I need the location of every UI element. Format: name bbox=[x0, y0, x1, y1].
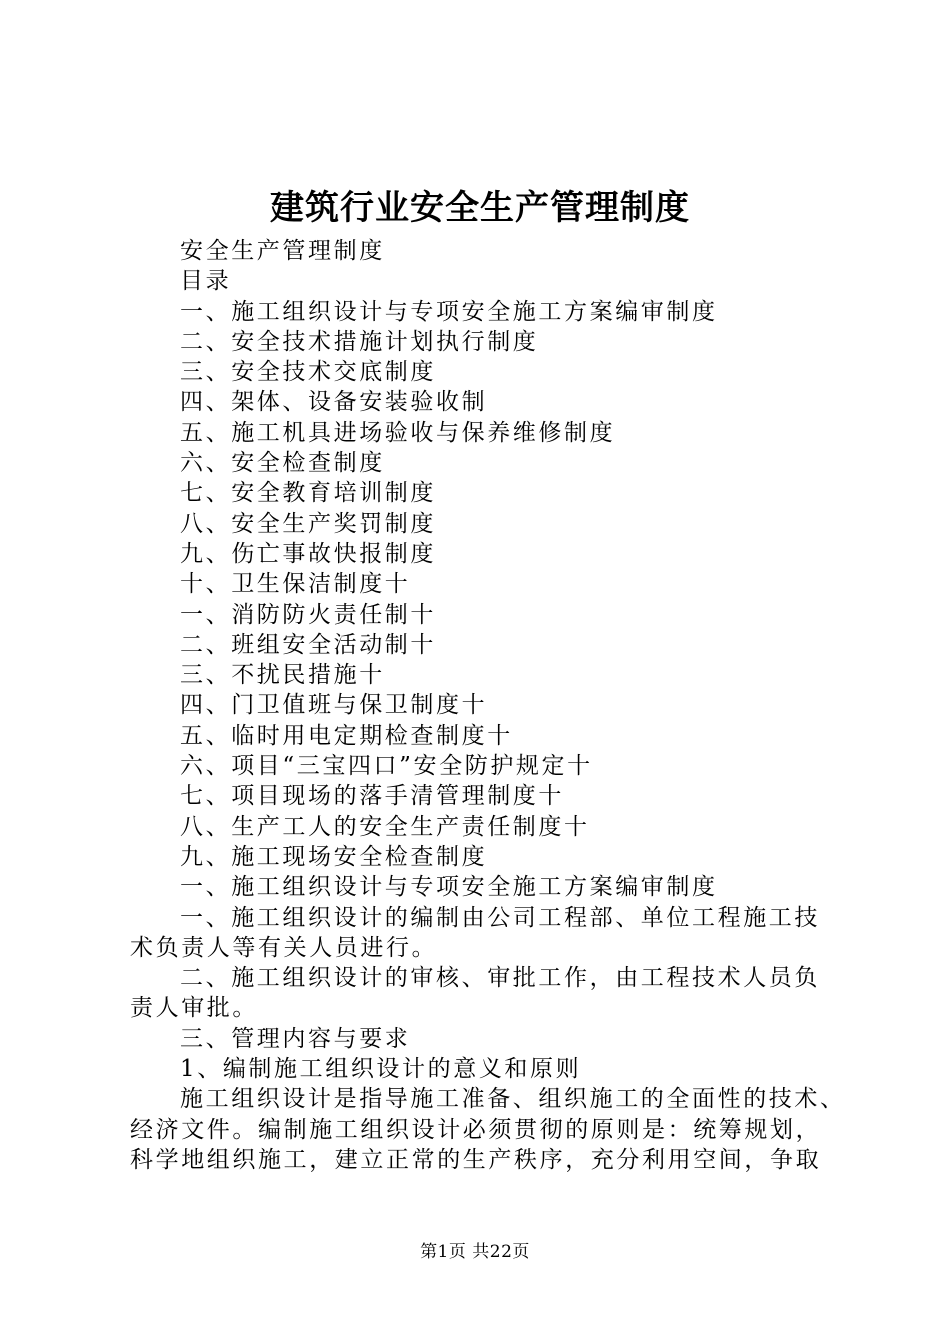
paragraph-line: 一、施工组织设计的编制由公司工程部、单位工程施工技 bbox=[180, 904, 820, 931]
toc-item: 八、生产工人的安全生产责任制度十 bbox=[180, 813, 590, 840]
toc-item: 三、安全技术交底制度 bbox=[180, 359, 436, 386]
toc-item: 五、临时用电定期检查制度十 bbox=[180, 722, 513, 749]
toc-item: 六、项目“三宝四口”安全防护规定十 bbox=[180, 753, 593, 780]
paragraph-line: 二、施工组织设计的审核、审批工作，由工程技术人员负 bbox=[180, 965, 820, 992]
paragraph-line: 施工组织设计是指导施工准备、组织施工的全面性的技术、 bbox=[180, 1086, 846, 1113]
section-heading: 一、施工组织设计与专项安全施工方案编审制度 bbox=[180, 874, 718, 901]
toc-item: 三、不扰民措施十 bbox=[180, 662, 385, 689]
paragraph-line: 术负责人等有关人员进行。 bbox=[130, 934, 438, 961]
toc-item: 一、消防防火责任制十 bbox=[180, 601, 436, 628]
paragraph-line: 科学地组织施工，建立正常的生产秩序，充分利用空间，争取 bbox=[130, 1146, 822, 1173]
toc-item: 二、班组安全活动制十 bbox=[180, 631, 436, 658]
text-line: 安全生产管理制度 bbox=[180, 238, 385, 264]
toc-item: 二、安全技术措施计划执行制度 bbox=[180, 328, 539, 355]
paragraph-line: 经济文件。编制施工组织设计必须贯彻的原则是：统筹规划， bbox=[130, 1116, 822, 1143]
toc-item: 八、安全生产奖罚制度 bbox=[180, 510, 436, 537]
document-body bbox=[130, 236, 846, 1175]
toc-item: 九、施工现场安全检查制度 bbox=[180, 843, 488, 870]
toc-item: 七、安全教育培训制度 bbox=[180, 480, 436, 507]
subsection-heading: 1、编制施工组织设计的意义和原则 bbox=[180, 1056, 582, 1083]
page-number-footer: 第1页 共22页 bbox=[420, 1242, 530, 1262]
paragraph-line: 责人审批。 bbox=[130, 995, 258, 1022]
toc-item: 四、门卫值班与保卫制度十 bbox=[180, 692, 488, 719]
toc-item: 六、安全检查制度 bbox=[180, 450, 385, 477]
toc-item: 九、伤亡事故快报制度 bbox=[180, 540, 436, 567]
text-line: 目录 bbox=[180, 268, 232, 295]
toc-item: 一、施工组织设计与专项安全施工方案编审制度 bbox=[180, 298, 718, 325]
toc-item: 五、施工机具进场验收与保养维修制度 bbox=[180, 419, 616, 446]
toc-item: 十、卫生保洁制度十 bbox=[180, 571, 411, 598]
toc-item: 四、架体、设备安装验收制 bbox=[180, 389, 488, 416]
section-heading: 三、管理内容与要求 bbox=[180, 1025, 411, 1052]
toc-item: 七、项目现场的落手清管理制度十 bbox=[180, 783, 564, 810]
document-title: 建筑行业安全生产管理制度 bbox=[270, 188, 690, 228]
